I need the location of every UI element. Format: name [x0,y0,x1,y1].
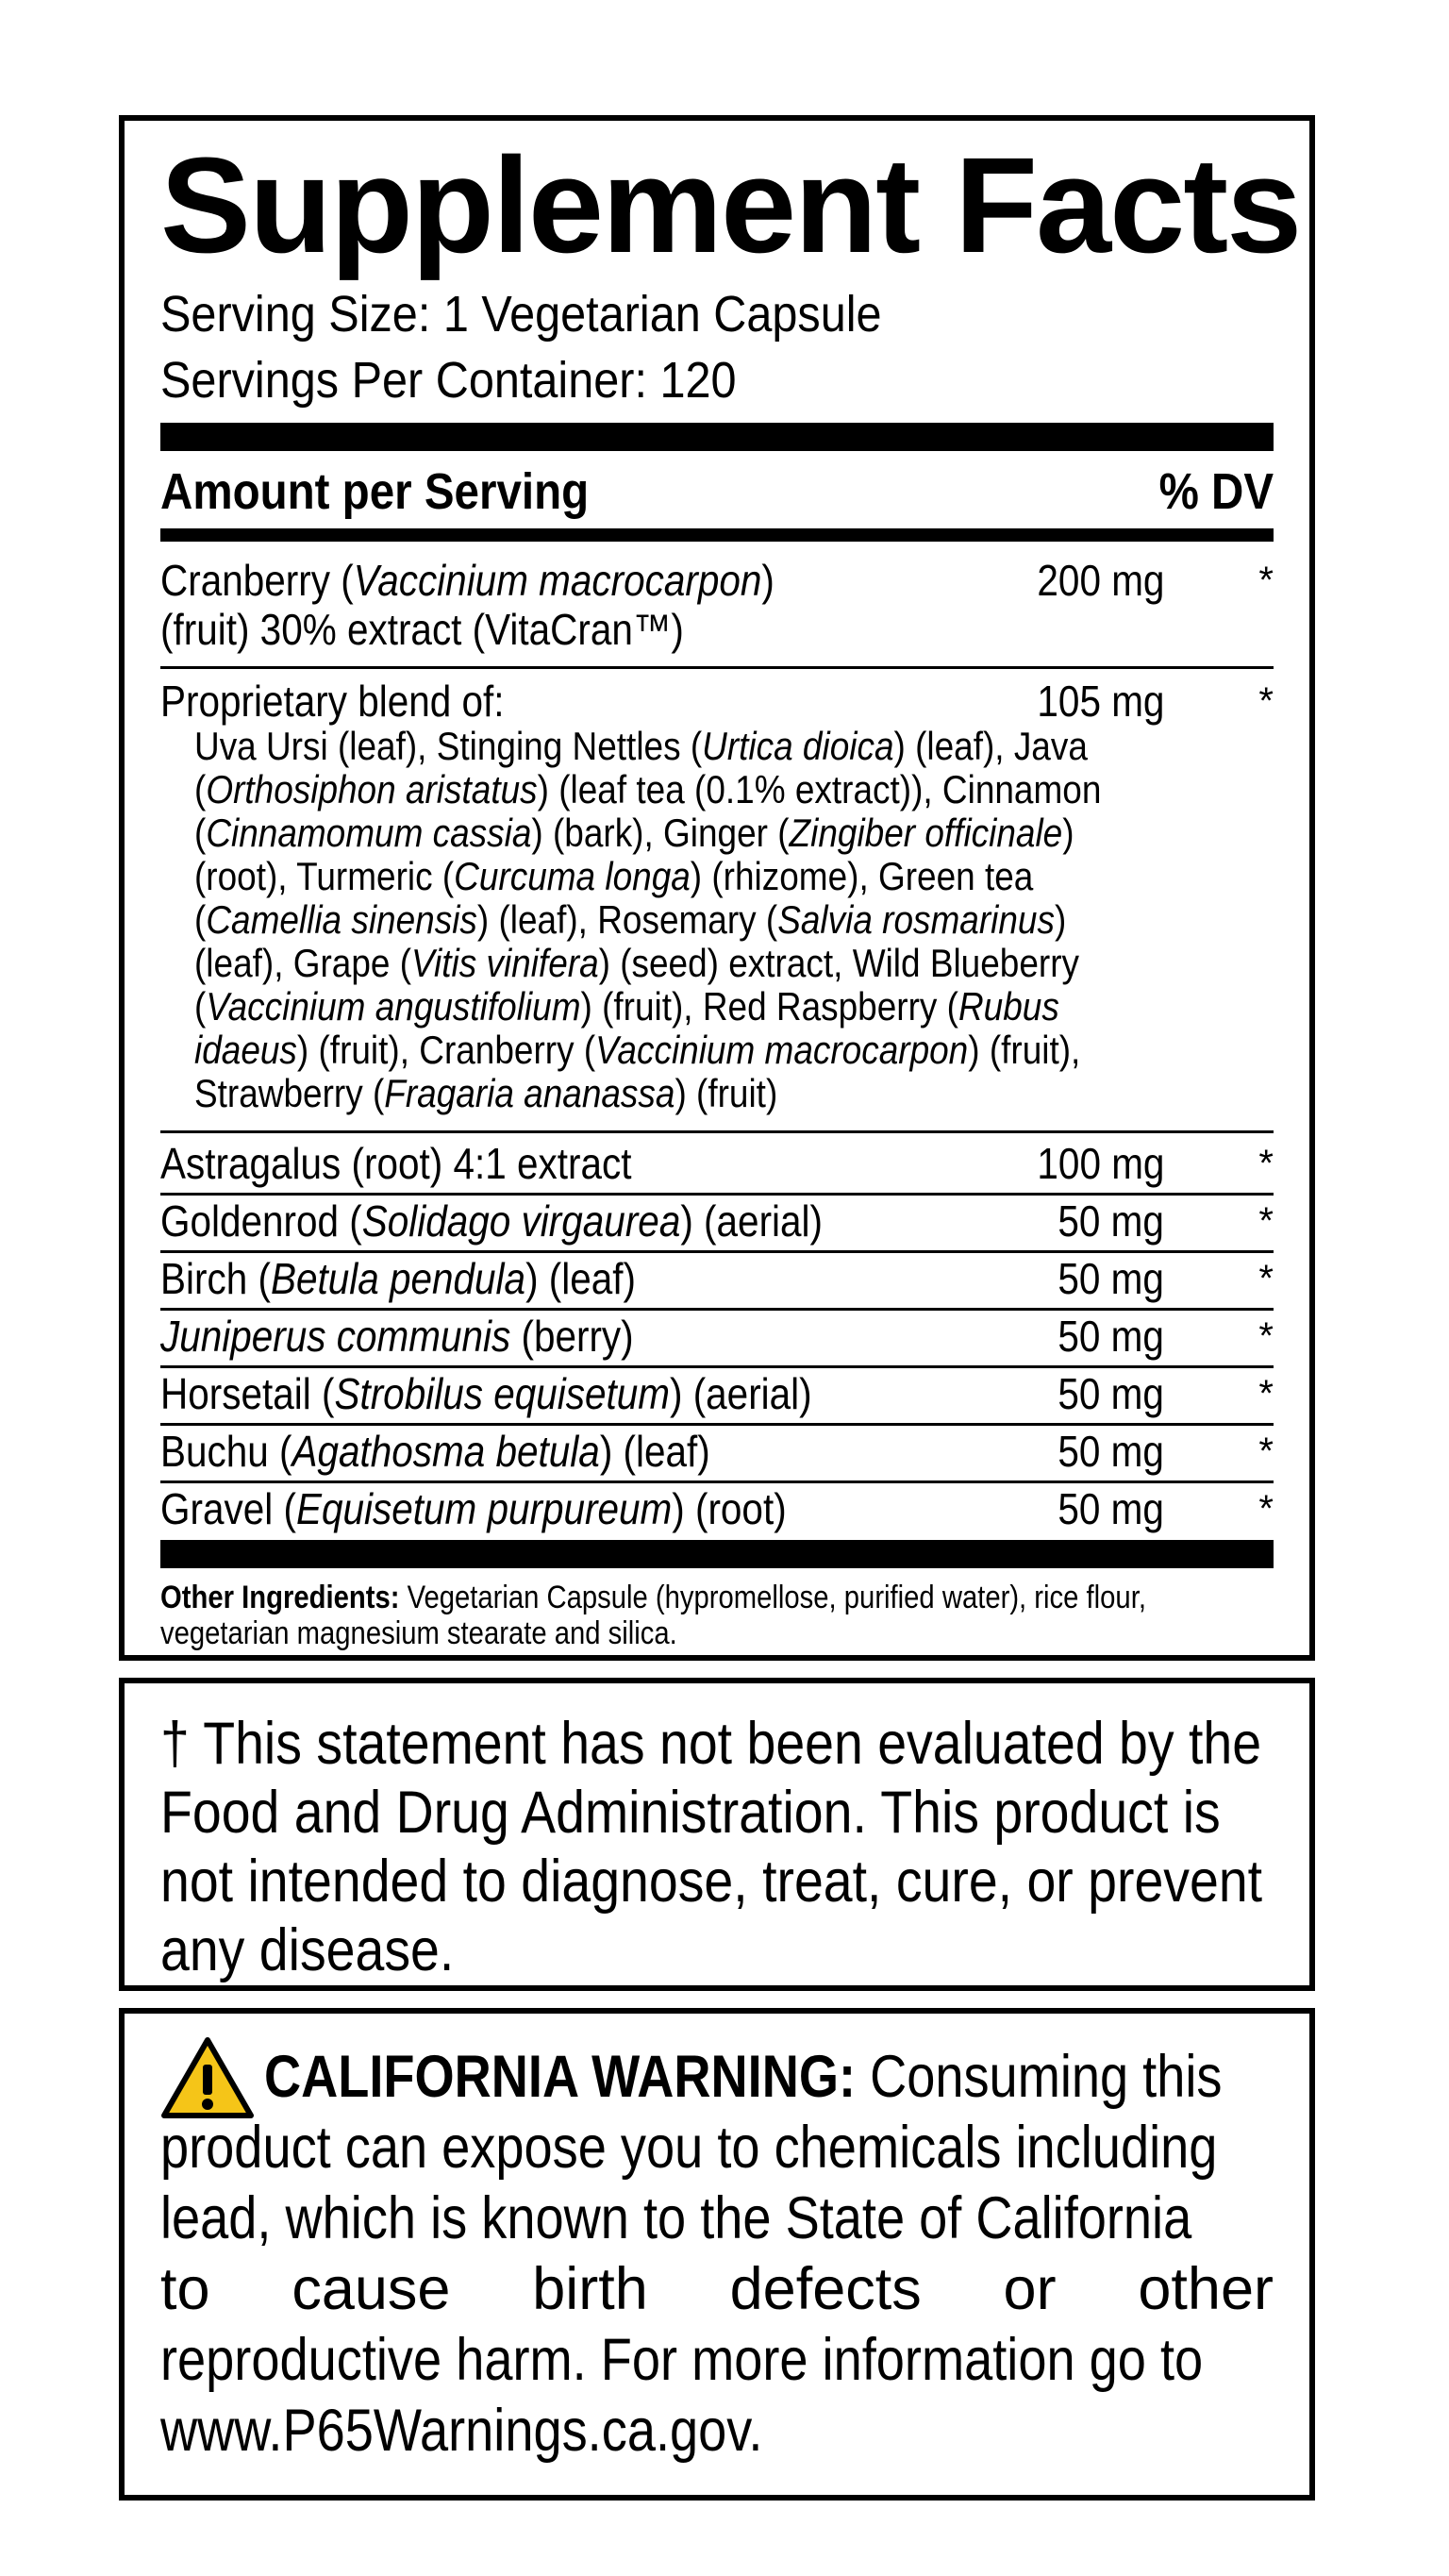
warning-triangle-icon [160,2036,255,2121]
servings-per-container: Servings Per Container: 120 [160,352,737,409]
blend-line: (Vaccinium angustifolium) (fruit), Red Raspberry (Rubus [194,984,1059,1029]
disclaimer-line: not intended to diagnose, treat, cure, or prevent [160,1848,1263,1915]
supplement-facts-panel [119,115,1315,1661]
blend-line: Uva Ursi (leaf), Stinging Nettles (Urtica dioica) (leaf), Java [194,724,1088,768]
warning-line: CALIFORNIA WARNING: Consuming this [264,2044,1223,2110]
dv-asterisk: * [1258,1315,1274,1357]
ingredient-amount: 50 mg [1058,1196,1164,1246]
blend-line: (Camellia sinensis) (leaf), Rosemary (Salvia rosmarinus) [194,897,1067,942]
warning-line: www.P65Warnings.ca.gov. [160,2398,763,2464]
ingredient-name: Birch (Betula pendula) (leaf) [160,1254,637,1303]
row-divider [160,666,1274,669]
dv-asterisk: * [1258,560,1274,601]
dv-asterisk: * [1258,1373,1274,1414]
other-ingredients: Other Ingredients: Vegetarian Capsule (hypromellose, purified water), rice flour, [160,1580,1146,1615]
ingredient-name: Proprietary blend of: [160,677,505,726]
dv-asterisk: * [1258,1200,1274,1242]
other-ingredients-continued: vegetarian magnesium stearate and silica. [160,1615,677,1651]
row-divider [160,1130,1274,1133]
thick-divider [160,1540,1274,1568]
warning-line-justified [160,2254,1274,2325]
ingredient-amount: 50 mg [1058,1484,1164,1533]
blend-line: (root), Turmeric (Curcuma longa) (rhizome), Green tea [194,854,1034,898]
ingredient-amount: 50 mg [1058,1254,1164,1303]
disclaimer-line: any disease. [160,1917,455,1983]
blend-line: (leaf), Grape (Vitis vinifera) (seed) extract, Wild Blueberry [194,941,1080,985]
warning-word: to [160,2256,210,2322]
blend-line: (Cinnamomum cassia) (bark), Ginger (Zingiber officinale) [194,811,1074,855]
ingredient-amount: 50 mg [1058,1427,1164,1476]
ingredient-name-continued: (fruit) 30% extract (VitaCran™) [160,605,684,654]
medium-divider [160,528,1274,542]
warning-line: reproductive harm. For more information go to [160,2327,1204,2393]
warning-line: lead, which is known to the State of California [160,2185,1192,2251]
ingredient-name: Juniperus communis (berry) [160,1312,634,1361]
disclaimer-line: † This statement has not been evaluated by the [160,1711,1262,1777]
amount-per-serving-header: Amount per Serving [160,463,590,520]
dv-asterisk: * [1258,1258,1274,1299]
percent-dv-header: % DV [1158,463,1274,520]
ingredient-name: Goldenrod (Solidago virgaurea) (aerial) [160,1196,824,1246]
dv-asterisk: * [1258,1143,1274,1184]
ingredient-amount: 105 mg [1036,677,1164,726]
dv-asterisk: * [1258,680,1274,722]
blend-line: idaeus) (fruit), Cranberry (Vaccinium macrocarpon) (fruit), [194,1028,1081,1072]
california-warning-panel [119,2008,1315,2501]
panel-title: Supplement Facts [160,129,1301,281]
warning-word: birth [532,2256,648,2322]
ingredient-amount: 100 mg [1036,1139,1164,1188]
blend-line: Strawberry (Fragaria ananassa) (fruit) [194,1071,778,1115]
ingredient-name: Cranberry (Vaccinium macrocarpon) [160,556,774,605]
ingredient-name: Horsetail (Strobilus equisetum) (aerial) [160,1369,812,1418]
dv-asterisk: * [1258,1430,1274,1472]
blend-line: (Orthosiphon aristatus) (leaf tea (0.1% extract)), Cinnamon [194,767,1102,811]
serving-size: Serving Size: 1 Vegetarian Capsule [160,286,882,343]
disclaimer-line: Food and Drug Administration. This product is [160,1780,1221,1846]
thick-divider [160,423,1274,451]
ingredient-amount: 200 mg [1036,556,1164,605]
ingredient-amount: 50 mg [1058,1369,1164,1418]
dv-asterisk: * [1258,1488,1274,1530]
warning-word: or [1003,2256,1057,2322]
ingredient-amount: 50 mg [1058,1312,1164,1361]
warning-word: cause [291,2256,451,2322]
warning-line: product can expose you to chemicals including [160,2115,1218,2181]
warning-word: other [1138,2256,1274,2322]
ingredient-name: Gravel (Equisetum purpureum) (root) [160,1484,787,1533]
ingredient-name: Astragalus (root) 4:1 extract [160,1139,632,1188]
warning-word: defects [729,2256,922,2322]
fda-disclaimer-panel [119,1678,1315,1991]
ingredient-name: Buchu (Agathosma betula) (leaf) [160,1427,710,1476]
